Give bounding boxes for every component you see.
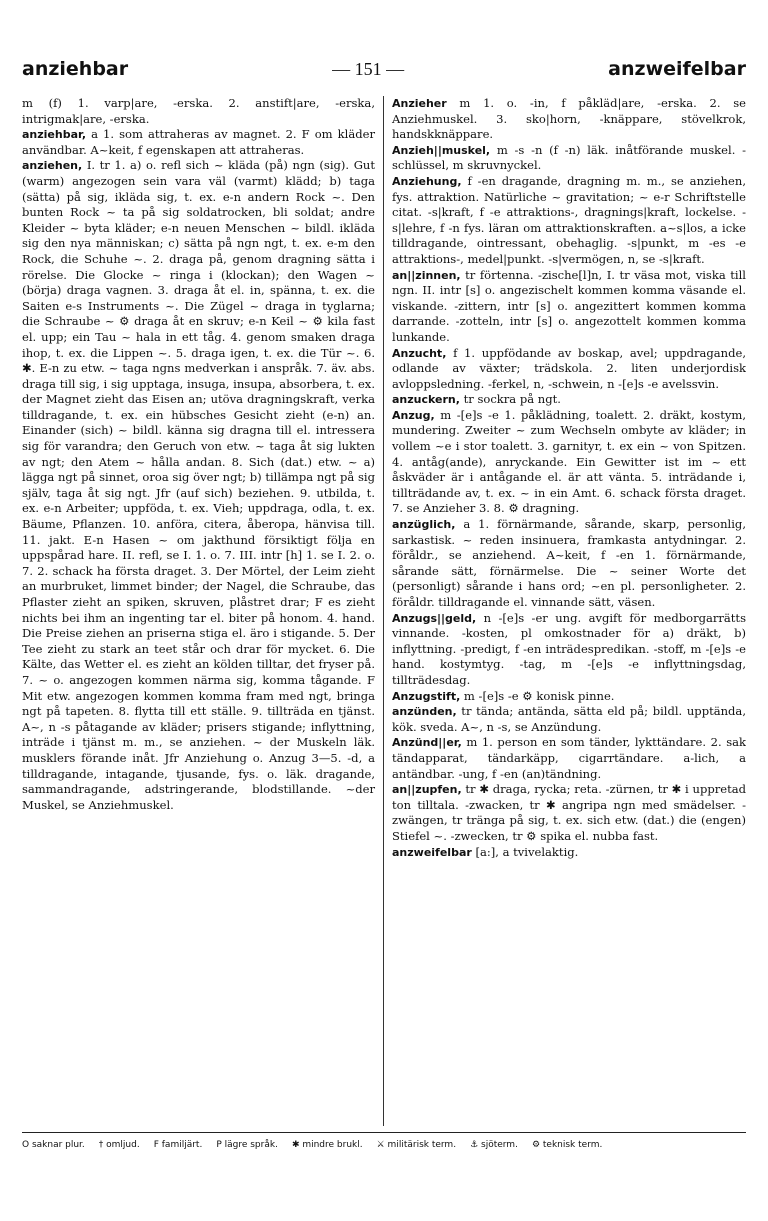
entry-headword: Anzugs||geld, (392, 611, 477, 625)
legend-item: ✱ mindre brukl. (291, 1140, 363, 1150)
entry-text: m 1. o. -in, f påkläd|are, -erska. 2. se Anziehmuskel. 3. sko|horn, -knäppare, stövelkrok, handskknäppare. (392, 96, 746, 142)
entry-headword: anzünden, (392, 705, 457, 719)
left-column (22, 96, 384, 1126)
dictionary-entry (392, 143, 746, 174)
entry-headword: anzüglich, (392, 518, 456, 532)
entry-text: tr ✱ draga, rycka; reta. -zürnen, tr ✱ i uppretad ton tilltala. -zwacken, tr ✱ angripa ngn med smädelser. -zwängen, tr tränga på sig, t. ex. sich etw. (dat.) die (engen) Stiefel ~. -zwecken, tr ⚙ spika el. nubba fast. (392, 782, 746, 843)
legend-item: ⚔ militärisk term. (376, 1140, 457, 1150)
dictionary-entry (392, 392, 746, 408)
dictionary-entry (22, 96, 375, 127)
dictionary-entry (392, 611, 746, 689)
dictionary-entry (22, 158, 375, 813)
dictionary-entry (392, 689, 746, 705)
header-left-guideword: anziehbar (22, 58, 129, 80)
entry-text: [a:], a tvivelaktig. (471, 844, 579, 859)
entry-headword: Anzug, (392, 408, 435, 422)
entry-text: f 1. uppfödande av boskap, avel; uppdragande, odlande av växter; trädskola. 2. liten underjordisk avloppsledning. -ferkel, n, -schwein, n -[e]s -e avelssvin. (392, 345, 746, 391)
dictionary-entry (392, 704, 746, 735)
entry-headword: Anziehung, (392, 174, 462, 188)
entry-text: m -[e]s -e ⚙ konisk pinne. (460, 688, 615, 703)
entry-headword: anzweifelbar (392, 845, 472, 859)
entry-text: tr sockra på ngt. (459, 392, 561, 407)
dictionary-entry (392, 845, 746, 861)
dictionary-entry (392, 268, 746, 346)
entry-text: m -s -n (f -n) läk. inåtförande muskel. -schlüssel, m skruvnyckel. (392, 142, 746, 173)
entry-headword: Anzünd||er, (392, 736, 462, 750)
entry-headword: Anzieh||muskel, (392, 143, 491, 157)
entry-headword: Anzucht, (392, 346, 447, 360)
dictionary-entry (392, 735, 746, 782)
abbreviation-legend (22, 1140, 746, 1150)
entry-headword: an||zupfen, (392, 783, 462, 797)
entry-text: a 1. som attraheras av magnet. 2. F om kläder användbar. A~keit, f egenskapen att attraheras. (22, 127, 375, 157)
entry-text: m (f) 1. varp|are, -erska. 2. anstift|are, -erska, intrigmak|are, -erska. (22, 96, 375, 126)
entry-text: n -[e]s -er ung. avgift för medborgarrätts vinnande. -kosten, pl omkostnader för a) dräkt, b) inflyttning. -predigt, f -en inträdespredikan. -stoff, m -[e]s -e hand. kostymtyg. -tag, m -[e]s -e inflyttningsdag, tillträdesdag. (392, 610, 746, 687)
dictionary-entry (392, 408, 746, 517)
page-number: — 151 — (332, 59, 405, 79)
entry-text: a 1. förnärmande, sårande, skarp, personlig, sarkastisk. ~ reden insinuera, framkasta antydningar. 2. föråldr., se anziehend. A~keit, f -en 1. förnärmande, sårande sätt, förnärmelse. Die ~ seiner Worte det (personligt) sårande i hans ord; ~en pl. personligheter. 2. föråldr. tilldragande el. vinnande sätt, väsen. (392, 517, 746, 609)
dictionary-entry (392, 346, 746, 393)
entry-headword: anzuckern, (392, 393, 460, 407)
entry-headword: anziehen, (22, 159, 83, 173)
entry-headword: anziehbar, (22, 128, 87, 142)
entry-text: tr tända; antända, sätta eld på; bildl. upptända, kök. sveda. A~, n -s, se Anzündung. (392, 704, 746, 734)
legend-item: ⚙ teknisk term. (531, 1140, 603, 1150)
dictionary-entry (392, 782, 746, 844)
entry-text: f -en dragande, dragning m. m., se anziehen, fys. attraktion. Natürliche ~ gravitation; ~ e-r Schriftstelle citat. -s|kraft, f -e attraktions-, dragnings|kraft, lockelse. -s|lehre, f -n fys. läran om attraktionskraften. a~s|los, a icke tilldragande, ointressant, obehaglig. -s|punkt, m -es -e attraktions-, medel|punkt. -s|vermögen, n, se -s|kraft. (392, 173, 746, 266)
page-header (22, 58, 746, 80)
legend-item: P lägre språk. (216, 1140, 278, 1150)
dictionary-entry (392, 96, 746, 143)
entry-text: m -[e]s -e 1. påklädning, toalett. 2. dräkt, kostym, mundering. Zweiter ~ zum Wechseln ombyte av kläder; in vollem ~e i stor toalett. 3. garnityr, t. ex ein ~ von Spitzen. 4. antåg(ande), anryckande. Ein Gewitter ist im ~ ett åskväder är i antågande el. är att vänta. 5. inträdande i, tillträdande av, t. ex. ~ in ein Amt. 6. schack första draget. 7. se Anzieher 3. 8. ⚙ dragning. (392, 407, 746, 516)
footer-rule (22, 1132, 746, 1133)
header-right-guideword: anzweifelbar (608, 58, 746, 80)
two-column-body (22, 96, 746, 1126)
legend-item: F familjärt. (153, 1140, 203, 1150)
entry-headword: Anzugstift, (392, 689, 461, 703)
dictionary-entry (392, 517, 746, 611)
entry-headword: an||zinnen, (392, 268, 461, 282)
legend-item: † omljud. (98, 1140, 140, 1150)
legend-item: ⚓ sjöterm. (470, 1140, 518, 1150)
right-column (384, 96, 746, 1126)
entry-headword: Anzieher (392, 97, 447, 110)
dictionary-entry (392, 174, 746, 268)
dictionary-entry (22, 127, 375, 158)
entry-text: I. tr 1. a) o. refl sich ~ kläda (på) ngn (sig). Gut (warm) angezogen sein vara väl (varmt) klädd; b) taga (sätta) på sig, ikläda sig, t. ex. e-n andern Rock ~. Den bunten Rock ~ ta på sig soldatrocken, bli soldat; andre Kleider ~ byta kläder; e-n neuen Menschen ~ bildl. ikläda sig den nya människan; c) sätta på ngn ngt, t. ex. e-m den Rock, die Schuhe ~. 2. draga på, genom dragning sätta i rörelse. Die Glocke ~ ringa i (klockan); den Wagen ~ (börja) draga vagnen. 3. draga åt el. in, spänna, t. ex. die Saiten e-s Instruments ~. Die Zügel ~ draga in tyglarna; die Schraube ~ ⚙ draga åt en skruv; e-n Keil ~ ⚙ kila fast el. upp; ein Tau ~ hala in ett tåg. 4. genom smaken draga ihop, t. ex. die Lippen ~. 5. draga igen, t. ex. die Tür ~. 6. ✱. E-n zu etw. ~ taga ngns medverkan i anspråk. 7. äv. abs. draga till sig, i sig upptaga, insuga, insupa, absorbera, t. ex. der Magnet zieht das Eisen an; utöva dragningskraft, verka tilldragande, t. ex. ein hübsches Gesicht zieht (e-n) an. Einander (sich) ~ bildl. känna sig dragna till el. intressera sig för varandra; den Geruch von etw. ~ taga åt sig lukten av ngt; den Atem ~ hålla andan. 8. Sich (dat.) etw. ~ a) lägga ngt på sinnet, oroa sig över ngt; b) tillämpa ngt på sig själv, taga åt sig ngt. Jfr (auf sich) beziehen. 9. utbilda, t. ex. e-n Arbeiter; uppföda, t. ex. Vieh; uppdraga, odla, t. ex. Bäume, Pflanzen. 10. anföra, citera, åberopa, hänvisa till. 11. jakt. E-n Hasen ~ om jakthund försiktigt följa en uppspårad hare. II. refl, se I. 1. o. 7. III. intr [h] 1. se I. 2. o. 7. 2. schack ha första draget. 3. Der Mörtel, der Leim zieht an murbruket, limmet binder; der Nagel, die Schraube, das Pflaster zieht an spiken, skruven, plåstret drar; F es zieht nichts bei ihm an ingenting tar el. biter på honom. 4. hand. Die Preise ziehen an priserna stiga el. äro i stigande. 5. Der Tee zieht zu stark an teet står och drar för mycket. 6. Die Kälte, das Wetter el. es zieht an kölden tilltar, det fryser på. 7. ~ o. angezogen kommen närma sig, komma tågande. F Mit etw. angezogen kommen komma fram med ngt, bringa ngt på tapeten. 8. flytta till ett ställe. 9. tillträda en tjänst. A~, n -s påtagande av kläder; prisers stigande; inflyttning, inträde i tjänst m. m., se anziehen. ~ der Muskeln läk. musklers förande inåt. Jfr Anziehung o. Anzug 3—5. -d, a tilldragande, intagande, tjusande, fys. o. läk. dragande, sammandragande, adstringerande, blodstillande. ~der Muskel, se Anziehmuskel. (22, 158, 375, 812)
legend-item: O saknar plur. (22, 1140, 85, 1150)
entry-text: tr förtenna. -zische[l]n, I. tr väsa mot, viska till ngn. II. intr [s] o. angezischelt kommen komma väsande el. viskande. -zittern, intr [s] o. angezittert kommen komma darrande. -zotteln, intr [s] o. angezottelt kommen komma lunkande. (392, 267, 746, 344)
entry-text: m 1. person en som tänder, lykttändare. 2. sak tändapparat, tändarkäpp, cigarrtändare. a-lich, a antändbar. -ung, f -en (an)tändning. (392, 735, 746, 781)
